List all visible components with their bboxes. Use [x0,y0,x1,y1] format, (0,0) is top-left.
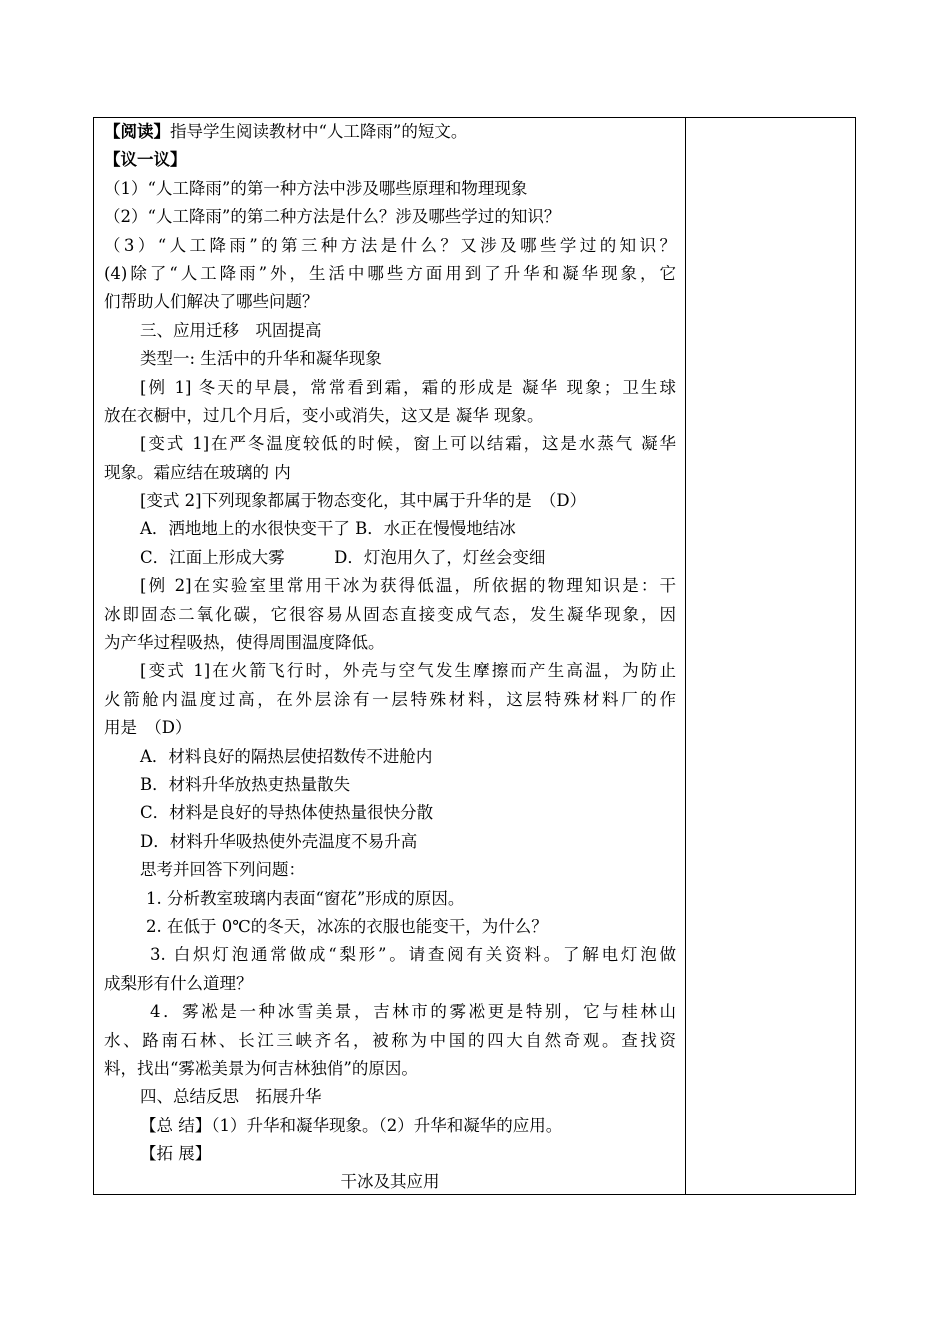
text-line [104,430,676,458]
text-line [104,175,676,203]
bold-label: 【阅读】 [104,122,170,141]
text-line [104,1140,676,1168]
text-line [104,544,676,572]
line-text: （1）“人工降雨”的第一种方法中涉及哪些原理和物理现象 [104,178,528,198]
lesson-content [104,118,676,1197]
text-line [104,913,676,941]
line-text: B．材料升华放热吏热量散失 [140,774,351,794]
text-line [104,771,676,799]
text-line [104,629,676,657]
line-text: 为产华过程吸热，使得周围温度降低。 [104,633,385,653]
text-line [104,1168,676,1196]
line-text: 指导学生阅读教材中“人工降雨”的短文。 [170,122,468,141]
line-text: 用是 （D） [104,718,192,738]
line-text: [变式 1]在严冬温度较低的时候，窗上可以结霜，这是水蒸气 凝华 [140,434,676,454]
line-text: A．材料良好的隔热层使招数传不进舱内 [140,746,433,766]
line-text: 类型一: 生活中的升华和凝华现象 [140,349,382,369]
line-text: C．江面上形成大雾 D．灯泡用久了，灯丝会变细 [140,547,546,567]
text-line [104,885,676,913]
line-text: 【拓 展】 [140,1144,212,1164]
text-line [104,941,676,969]
line-text: 成梨形有什么道理？ [104,973,253,993]
text-line [104,374,676,402]
text-line [104,856,676,884]
line-text: 3. 白炽灯泡通常做成“梨形”。请查阅有关资料。了解电灯泡做 [150,945,676,965]
line-text: D．材料升华吸热使外壳温度不易升高 [140,831,418,851]
text-line [104,1112,676,1140]
text-line [104,345,676,373]
text-line [104,260,676,288]
line-text: 1. 分析教室玻璃内表面“窗花”形成的原因。 [146,888,465,908]
line-text: 冰即固态二氧化碳，它很容易从固态直接变成气态，发生凝华现象，因 [104,604,676,624]
line-text: （2）“人工降雨”的第二种方法是什么？涉及哪些学过的知识？ [104,207,561,227]
text-line [104,714,676,742]
text-line [104,232,676,260]
text-line [104,118,676,146]
line-text: 料，找出“雾凇美景为何吉林独俏”的原因。 [104,1058,418,1078]
text-line [104,686,676,714]
text-line [104,657,676,685]
line-text: (4)除了“人工降雨”外，生活中哪些方面用到了升华和凝华现象，它 [104,263,676,283]
bold-label: 【议一议】 [104,150,187,170]
line-text: 2. 在低于 0℃的冬天，冰冻的衣服也能变干，为什么？ [146,916,548,936]
text-line [104,970,676,998]
line-text: 三、应用迁移 巩固提高 [140,320,322,340]
text-line [104,799,676,827]
text-line [104,203,676,231]
line-text: [例 2]在实验室里常用干冰为获得低温，所依据的物理知识是：干 [140,576,676,596]
line-text: （3）“人工降雨”的第三种方法是什么？又涉及哪些学过的知识？ [104,235,676,255]
line-text: 思考并回答下列问题： [140,860,305,880]
line-text: 水、路南石林、长江三峡齐名，被称为中国的四大自然奇观。查找资 [104,1030,676,1050]
text-line [104,317,676,345]
line-text: [变式 1]在火箭飞行时，外壳与空气发生摩擦而产生高温，为防止 [140,661,676,681]
text-line [104,743,676,771]
text-line [104,459,676,487]
line-text: 【总 结】（1）升华和凝华现象。（2）升华和凝华的应用。 [140,1115,563,1135]
text-line [104,487,676,515]
text-line [104,1083,676,1111]
column-divider [685,118,686,1194]
line-text: 们帮助人们解决了哪些问题？ [104,292,319,312]
line-text: 现象。霜应结在玻璃的 内 [104,462,291,482]
text-line [104,601,676,629]
text-line [104,515,676,543]
line-text: 四、总结反思 拓展升华 [140,1087,322,1107]
line-text: [变式 2]下列现象都属于物态变化，其中属于升华的是 （D） [140,491,587,511]
lesson-table [93,117,856,1195]
text-line [104,1055,676,1083]
text-line [104,828,676,856]
line-text: [例 1] 冬天的早晨，常常看到霜，霜的形成是 凝华 现象；卫生球 [140,377,676,397]
text-line [104,572,676,600]
line-text: C．材料是良好的导热体使热量很快分散 [140,803,434,823]
text-line [104,288,676,316]
text-line [104,146,676,174]
text-line [104,402,676,430]
text-line [104,1027,676,1055]
line-text: 4．雾凇是一种冰雪美景，吉林市的雾凇更是特别，它与桂林山 [150,1002,676,1022]
text-line [104,998,676,1026]
line-text: 放在衣橱中，过几个月后，变小或消失，这又是 凝华 现象。 [104,405,544,425]
line-text: A．洒地地上的水很快变干了 B．水正在慢慢地结冰 [140,519,516,539]
line-text: 干冰及其应用 [340,1172,440,1192]
line-text: 火箭舱内温度过高，在外层涂有一层特殊材料，这层特殊材料厂的作 [104,689,676,709]
